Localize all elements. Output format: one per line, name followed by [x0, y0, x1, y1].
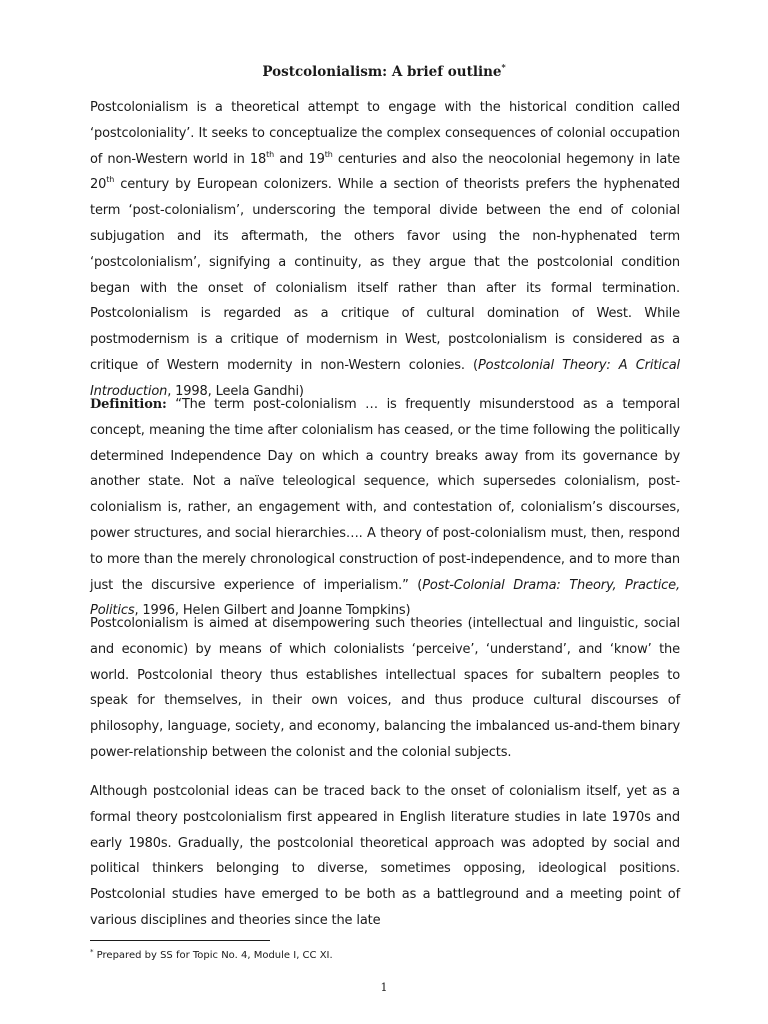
- definition-text: “The term post-colonialism … is frequently misunderstood as a temporal concept, meaning the time after colonialism has ceased, or the time following the politically determined Independence Day on which a country breaks away from its governance by another state. Not a naïve teleological sequence, which supersedes colonialism, post-colonialism is, rather, an engagement with, and contestation of, colonialism’s discourses, power structures, and social hierarchies…. A theory of post-colonialism must, then, respond to more than the merely chronological construction of post-independence, and to more than just the discursive experience of imperialism.” (: [90, 397, 680, 593]
- para1-text-2: and 19: [274, 151, 325, 167]
- para1-sup-2: th: [324, 149, 333, 159]
- para1-citation-title: Postcolonial Theory: A Critical Introduction: [90, 357, 680, 399]
- paragraph-history: [90, 779, 680, 934]
- page-number: 1: [380, 981, 388, 994]
- para1-text-1: Postcolonialism is a theoretical attempt to engage with the historical condition called ‘postcoloniality’. It seeks to conceptualize the complex consequences of colonial occupation of non-Western world in 18: [90, 100, 680, 167]
- definition-label: Definition:: [90, 397, 167, 412]
- footnote-text: Prepared by SS for Topic No. 4, Module I, CC XI.: [93, 950, 333, 961]
- para1-text-3: centuries and also the neocolonial hegemony in late 20: [90, 151, 681, 193]
- para1-citation-rest: , 1998, Leela Gandhi): [167, 383, 304, 399]
- title-footnote-marker[interactable]: *: [501, 62, 506, 72]
- footnote: [90, 948, 680, 964]
- title-text: Postcolonialism: A brief outline: [262, 64, 502, 80]
- para1-sup-1: th: [266, 149, 275, 159]
- paragraph-intro: [90, 95, 680, 405]
- footnote-marker: *: [90, 948, 94, 956]
- para4-text: Although postcolonial ideas can be traced back to the onset of colonialism itself, yet as a formal theory postcolonialism first appeared in English literature studies in late 1970s and early 1980s. Gradually, the postcolonial theoretical approach was adopted by social and political thinkers belonging to diverse, sometimes opposing, ideological positions. Postcolonial studies have emerged to be both as a battleground and a meeting point of various disciplines and theories since the late: [90, 784, 680, 928]
- footnote-separator: [90, 940, 270, 941]
- para1-sup-3: th: [106, 175, 115, 185]
- para2-citation-rest: , 1996, Helen Gilbert and Joanne Tompkins): [134, 603, 411, 619]
- para2-citation-title: Post-Colonial Drama: Theory, Practice, Politics: [90, 577, 680, 619]
- para3-text: Postcolonialism is aimed at disempowering such theories (intellectual and linguistic, social and economic) by means of which colonialists ‘perceive’, ‘understand’, and ‘know’ the world. Postcolonial theory thus establishes intellectual spaces for subaltern peoples to speak for themselves, in their own voices, and thus produce cultural discourses of philosophy, language, society, and economy, balancing the imbalanced us-and-them binary power-relationship between the colonist and the colonial subjects.: [90, 616, 680, 760]
- document-title: [0, 62, 768, 82]
- para1-text-4: century by European colonizers. While a section of theorists prefers the hyphenated term ‘post-colonialism’, underscoring the temporal divide between the end of colonial subjugation and its aftermath, the others favor using the non-hyphenated term ‘postcolonialism’, signifying a continuity, as they argue that the postcolonial condition began with the onset of colonialism itself rather than after its formal termination. Postcolonialism is regarded as a critique of cultural domination of West. While postmodernism is a critique of modernism in West, postcolonialism is considered as a critique of Western modernity in non-Western colonies. (: [90, 177, 680, 373]
- paragraph-aims: [90, 611, 680, 766]
- paragraph-definition: [90, 392, 680, 624]
